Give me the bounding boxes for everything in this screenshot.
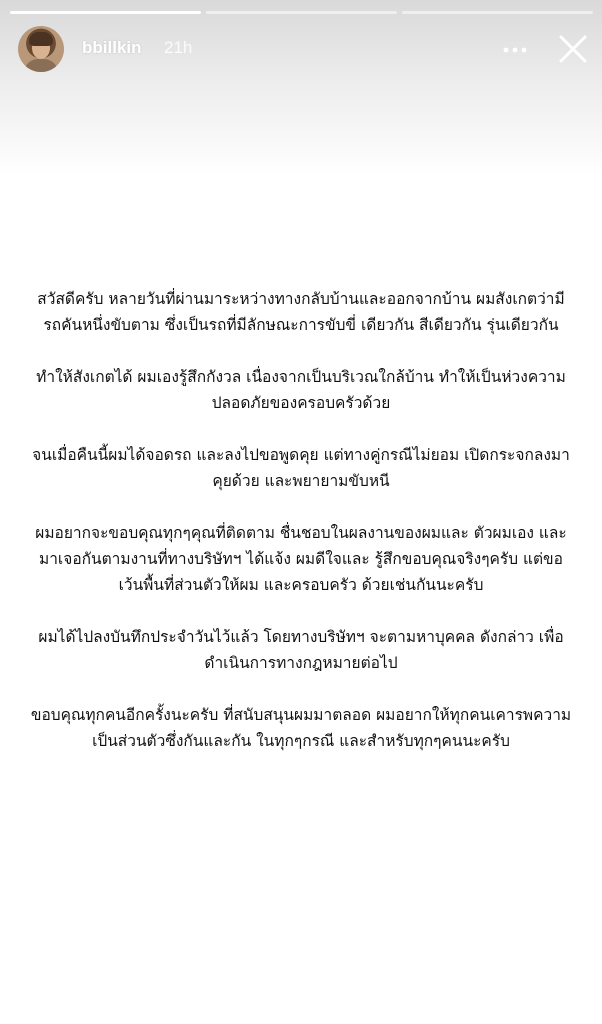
more-options-icon[interactable]	[501, 38, 529, 62]
timestamp: 21h	[164, 38, 193, 57]
avatar[interactable]	[18, 26, 64, 72]
story-header	[16, 26, 592, 74]
message-paragraph: ขอบคุณทุกคนอีกครั้งนะครับ ที่สนับสนุนผมมาตลอด ผมอยากให้ทุกคนเคารพความเป็นส่วนตัวซึ่งกันและกัน ในทุกๆกรณี และสำหรับทุกๆคนนะครับ	[30, 706, 572, 750]
avatar-hair	[29, 32, 53, 46]
message-paragraph: สวัสดีครับ หลายวันที่ผ่านมาระหว่างทางกลับบ้านและออกจากบ้าน ผมสังเกตว่ามีรถคันหนึ่งขับตาม ซึ่งเป็นรถที่มีลักษณะการขับขี่ เดียวกัน สีเดียวกัน รุ่นเดียวกัน	[37, 290, 565, 334]
username[interactable]: bbillkin	[82, 38, 142, 57]
progress-segment	[206, 11, 397, 14]
progress-fill	[10, 11, 201, 14]
progress-segment	[10, 11, 201, 14]
message-paragraph: ทำให้สังเกตได้ ผมเองรู้สึกกังวล เนื่องจากเป็นบริเวณใกล้บ้าน ทำให้เป็นห่วงความปลอดภัยของครอบครัวด้วย	[36, 368, 566, 412]
progress-segment	[402, 11, 593, 14]
avatar-shirt	[24, 59, 58, 72]
close-icon[interactable]	[556, 32, 590, 66]
message-paragraph: ผมได้ไปลงบันทึกประจำวันไว้แล้ว โดยทางบริษัทฯ จะตามหาบุคคล ดังกล่าว เพื่อดำเนินการทางกฎหมายต่อไป	[38, 628, 564, 672]
message-paragraph: ผมอยากจะขอบคุณทุกๆคุณที่ติดตาม ชื่นชอบในผลงานของผมและ ตัวผมเอง และมาเจอกันตามงานที่ทางบริษัทฯ ได้แจ้ง ผมดีใจและ รู้สึกขอบคุณจริงๆครับ แต่ขอเว้นพื้นที่ส่วนตัวให้ผม และครอบครัว ด้วยเช่นกันนะครับ	[35, 524, 567, 594]
message-paragraph: จนเมื่อคืนนี้ผมได้จอดรถ และลงไปขอพูดคุย แต่ทางคู่กรณีไม่ยอม เปิดกระจกลงมาคุยด้วย และพยายามขับหนี	[32, 446, 570, 490]
story-progress-bar	[10, 11, 593, 14]
story-message	[30, 286, 572, 780]
